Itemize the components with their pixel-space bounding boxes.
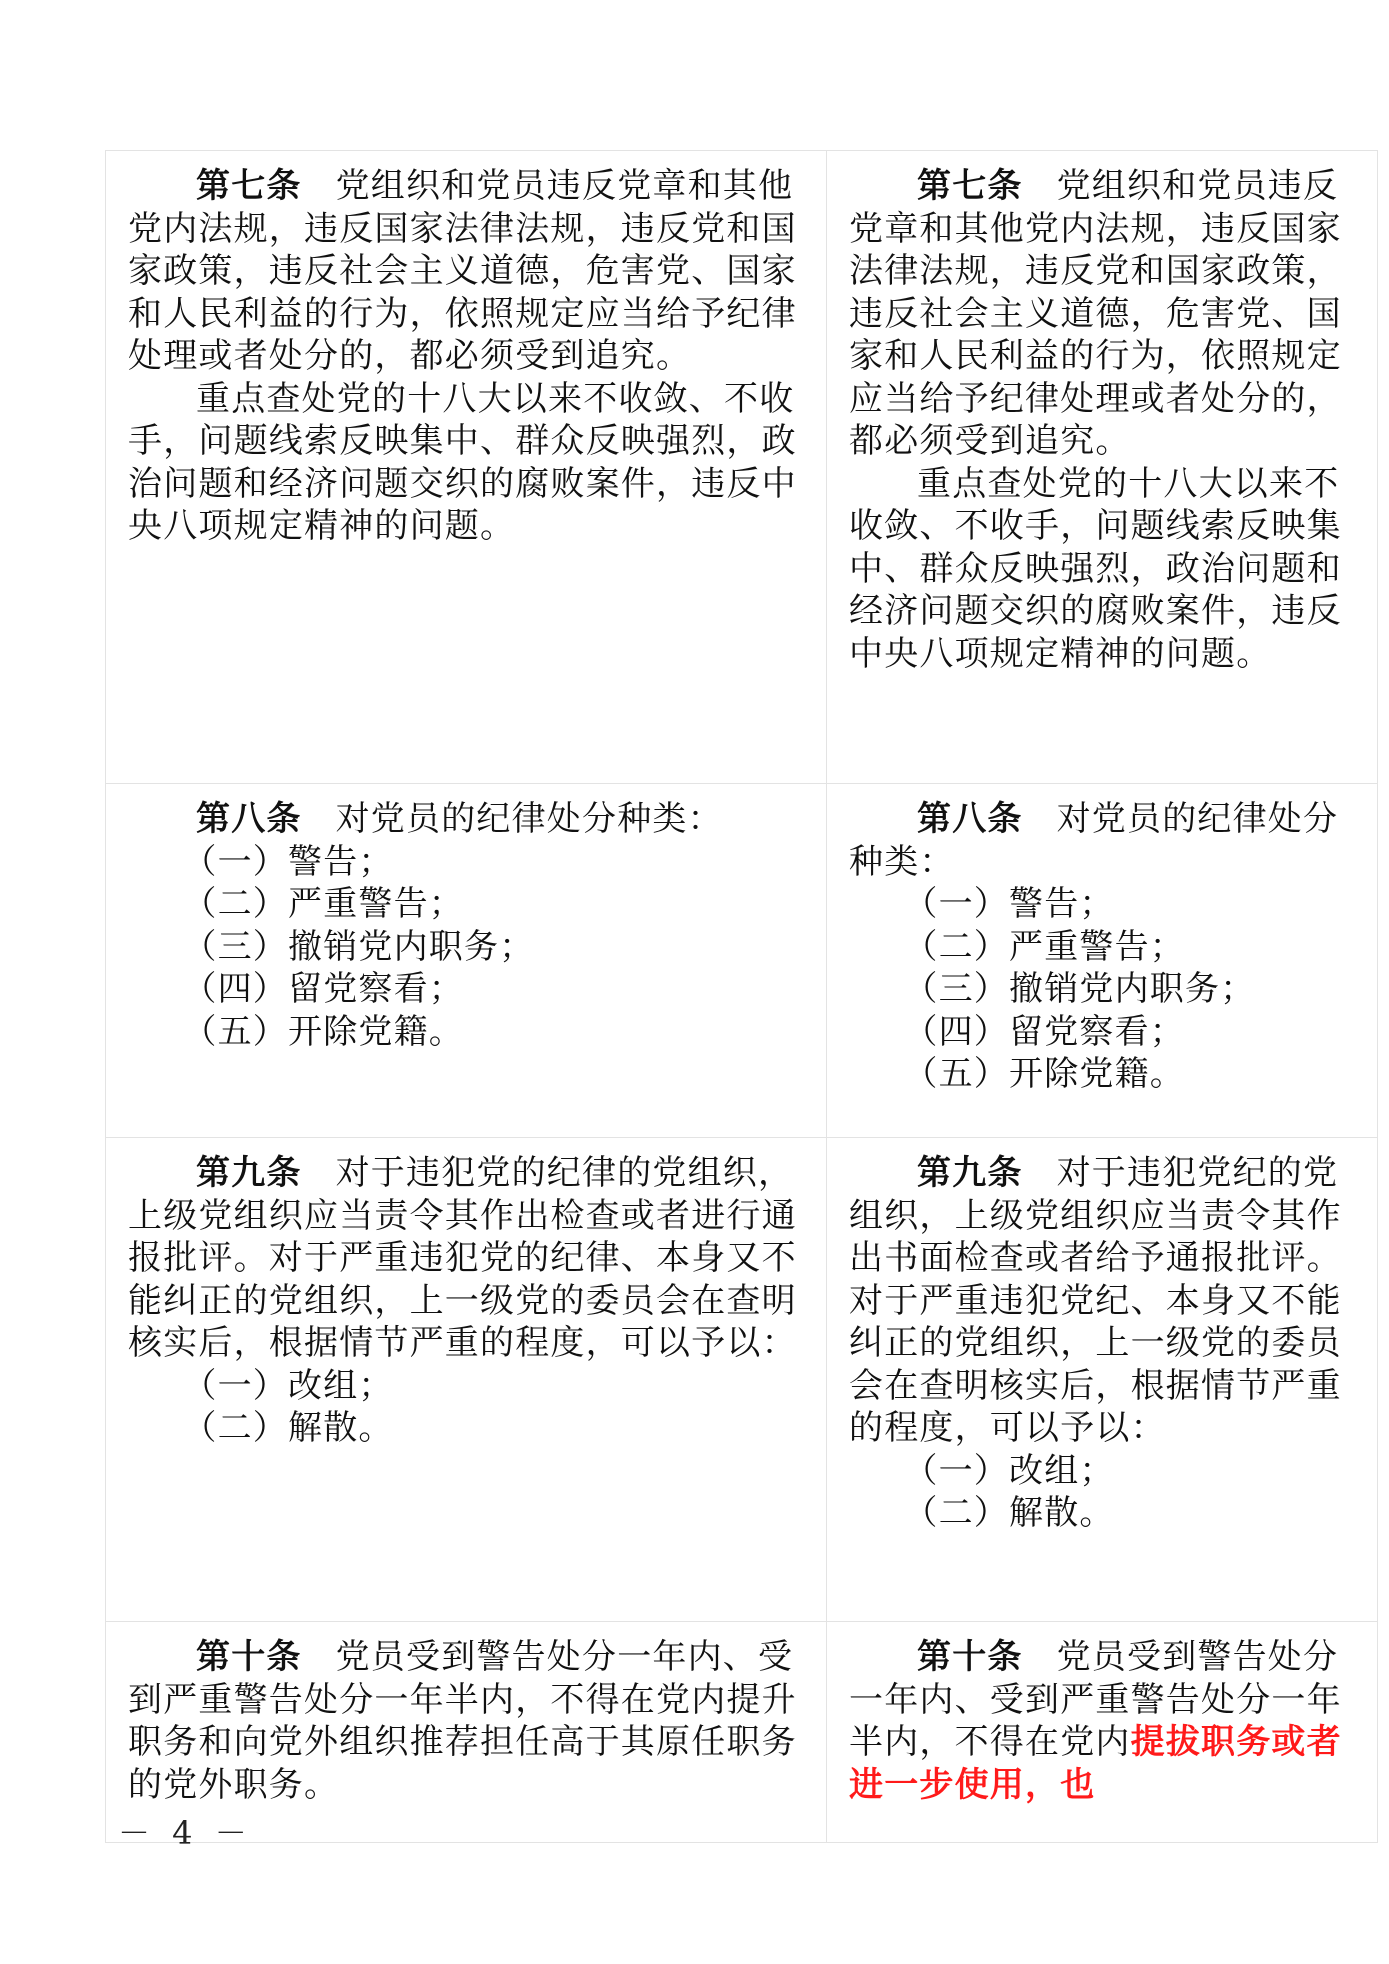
article-text: 对党员的纪律处分种类： xyxy=(335,799,723,839)
new-article-9-intro xyxy=(849,1152,1357,1450)
comparison-table xyxy=(105,150,1378,1843)
new-article-8 xyxy=(827,784,1378,1138)
article-row-8 xyxy=(106,784,1378,1138)
new-article-7 xyxy=(827,151,1378,784)
article-row-10 xyxy=(106,1622,1378,1843)
list-item: （一）警告； xyxy=(903,884,1115,924)
article-text: 对于违犯党的纪律的党组织，上级党组织应当责令其作出检查或者进行通报批评。对于严重违犯党的纪律、本身又不能纠正的党组织，上一级党的委员会在查明核实后，根据情节严重的程度，可以予以： xyxy=(128,1153,797,1363)
old-article-9-intro xyxy=(128,1152,806,1365)
article-number: 第九条 xyxy=(196,1153,302,1193)
article-row-7 xyxy=(106,151,1378,784)
old-article-7 xyxy=(106,151,827,784)
article-number: 第十条 xyxy=(917,1637,1023,1677)
new-article-7-para-1 xyxy=(849,165,1357,463)
article-number: 第七条 xyxy=(917,166,1023,206)
list-item: （二）严重警告； xyxy=(182,884,464,924)
article-number: 第八条 xyxy=(917,799,1023,839)
old-article-8-intro xyxy=(128,798,806,841)
list-item: （四）留党察看； xyxy=(182,969,464,1009)
list-item: （五）开除党籍。 xyxy=(182,1011,464,1052)
list-item: （二）解散。 xyxy=(903,1493,1115,1533)
old-article-10-text xyxy=(128,1636,806,1806)
highlighted-change: 提拔职务或者进一步使用，也 xyxy=(849,1722,1342,1805)
article-number: 第十条 xyxy=(196,1637,302,1677)
list-item: （四）留党察看； xyxy=(903,1011,1185,1052)
list-item: （一）改组； xyxy=(903,1450,1115,1491)
article-number: 第八条 xyxy=(196,799,302,839)
list-item: （二）严重警告； xyxy=(903,926,1185,967)
list-item: （三）撤销党内职务； xyxy=(903,969,1256,1009)
list-item: （一）警告； xyxy=(182,841,394,882)
new-article-7-para-2: 重点查处党的十八大以来不收敛、不收手，问题线索反映集中、群众反映强烈，政治问题和经济问题交织的腐败案件，违反中央八项规定精神的问题。 xyxy=(849,463,1342,674)
article-text: 党组织和党员违反党章和其他党内法规，违反国家法律法规，违反党和国家政策，违反社会主义道德，危害党、国家和人民利益的行为，依照规定应当给予纪律处理或者处分的，都必须受到追究。 xyxy=(128,166,797,376)
old-article-7-para-1 xyxy=(128,165,806,378)
list-item: （五）开除党籍。 xyxy=(903,1054,1185,1094)
article-number: 第九条 xyxy=(917,1153,1023,1193)
list-item: （二）解散。 xyxy=(182,1408,394,1448)
old-article-9 xyxy=(106,1138,827,1622)
old-article-8 xyxy=(106,784,827,1138)
new-article-9 xyxy=(827,1138,1378,1622)
article-text: 党员受到警告处分一年内、受到严重警告处分一年半内，不得在党内 xyxy=(849,1637,1342,1762)
new-article-10-text xyxy=(849,1636,1357,1806)
article-text: 对于违犯党纪的党组织，上级党组织应当责令其作出书面检查或者给予通报批评。对于严重违犯党纪、本身又不能纠正的党组织，上一级党的委员会在查明核实后，根据情节严重的程度，可以予以： xyxy=(849,1153,1342,1448)
old-article-7-para-2: 重点查处党的十八大以来不收敛、不收手，问题线索反映集中、群众反映强烈，政治问题和经济问题交织的腐败案件，违反中央八项规定精神的问题。 xyxy=(128,378,797,546)
article-text: 党员受到警告处分一年内、受到严重警告处分一年半内，不得在党内提升职务和向党外组织推荐担任高于其原任职务的党外职务。 xyxy=(128,1637,797,1805)
article-row-9 xyxy=(106,1138,1378,1622)
list-item: （一）改组； xyxy=(182,1365,394,1406)
new-article-10 xyxy=(827,1622,1378,1843)
article-text: 对党员的纪律处分种类： xyxy=(849,799,1339,882)
page-number: － 4 － xyxy=(118,1814,253,1852)
new-article-8-intro xyxy=(849,798,1357,883)
list-item: （三）撤销党内职务； xyxy=(182,926,535,967)
article-text: 党组织和党员违反党章和其他党内法规，违反国家法律法规，违反党和国家政策，违反社会主义道德，危害党、国家和人民利益的行为，依照规定应当给予纪律处理或者处分的，都必须受到追究。 xyxy=(849,166,1342,461)
article-number: 第七条 xyxy=(196,166,302,206)
